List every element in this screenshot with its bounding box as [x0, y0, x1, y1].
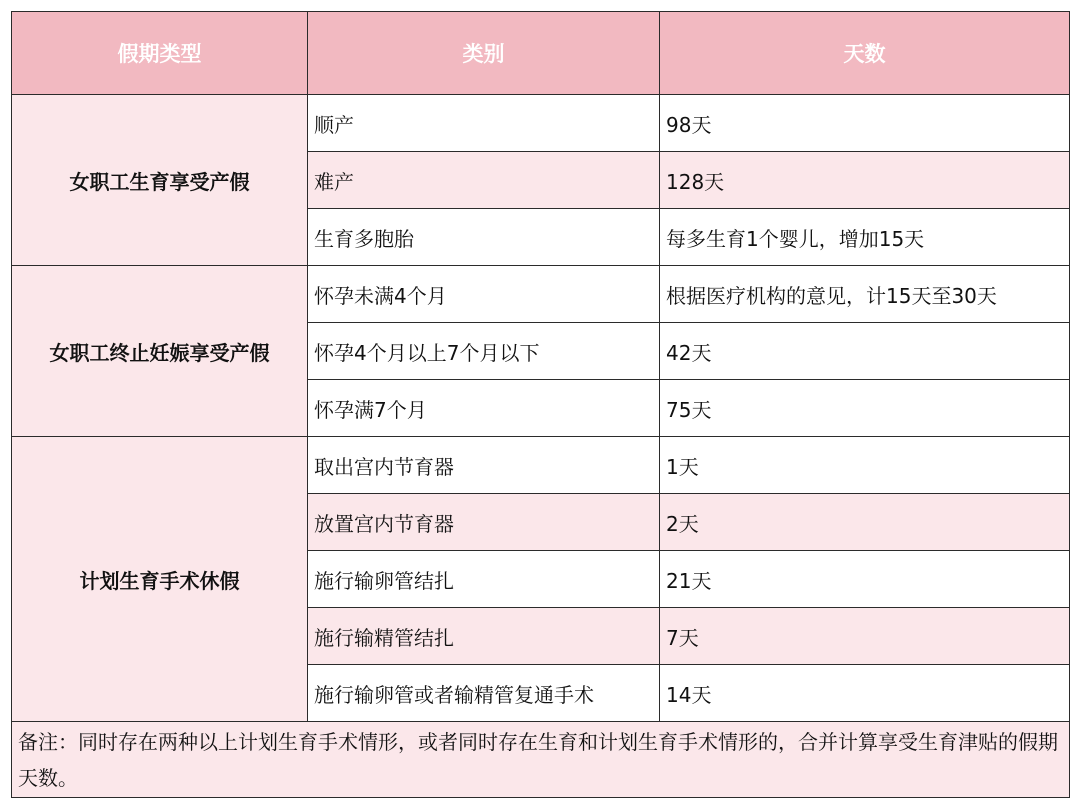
header-category: 类别 [308, 12, 660, 95]
category-cell: 施行输精管结扎 [308, 608, 660, 665]
group-cell: 女职工终止妊娠享受产假 [12, 266, 308, 437]
days-cell: 每多生育1个婴儿，增加15天 [660, 209, 1070, 266]
days-cell: 根据医疗机构的意见，计15天至30天 [660, 266, 1070, 323]
header-leave-type: 假期类型 [12, 12, 308, 95]
table-row [12, 437, 1070, 494]
days-cell: 75天 [660, 380, 1070, 437]
days-cell: 21天 [660, 551, 1070, 608]
days-cell: 1天 [660, 437, 1070, 494]
note-row [12, 722, 1070, 798]
category-cell: 取出宫内节育器 [308, 437, 660, 494]
group-cell: 女职工生育享受产假 [12, 95, 308, 266]
category-cell: 施行输卵管结扎 [308, 551, 660, 608]
category-cell: 怀孕4个月以上7个月以下 [308, 323, 660, 380]
days-cell: 2天 [660, 494, 1070, 551]
header-days: 天数 [660, 12, 1070, 95]
days-cell: 14天 [660, 665, 1070, 722]
category-cell: 放置宫内节育器 [308, 494, 660, 551]
category-cell: 怀孕满7个月 [308, 380, 660, 437]
category-cell: 生育多胞胎 [308, 209, 660, 266]
table-header [12, 12, 1070, 95]
table-row [12, 95, 1070, 152]
table-note: 备注：同时存在两种以上计划生育手术情形，或者同时存在生育和计划生育手术情形的，合并计算享受生育津贴的假期天数。 [12, 722, 1070, 798]
leave-table [11, 11, 1070, 798]
category-cell: 怀孕未满4个月 [308, 266, 660, 323]
group-cell: 计划生育手术休假 [12, 437, 308, 722]
header-row [12, 12, 1070, 95]
days-cell: 42天 [660, 323, 1070, 380]
category-cell: 顺产 [308, 95, 660, 152]
category-cell: 难产 [308, 152, 660, 209]
days-cell: 128天 [660, 152, 1070, 209]
table-body [12, 95, 1070, 798]
table-row [12, 266, 1070, 323]
days-cell: 7天 [660, 608, 1070, 665]
days-cell: 98天 [660, 95, 1070, 152]
category-cell: 施行输卵管或者输精管复通手术 [308, 665, 660, 722]
